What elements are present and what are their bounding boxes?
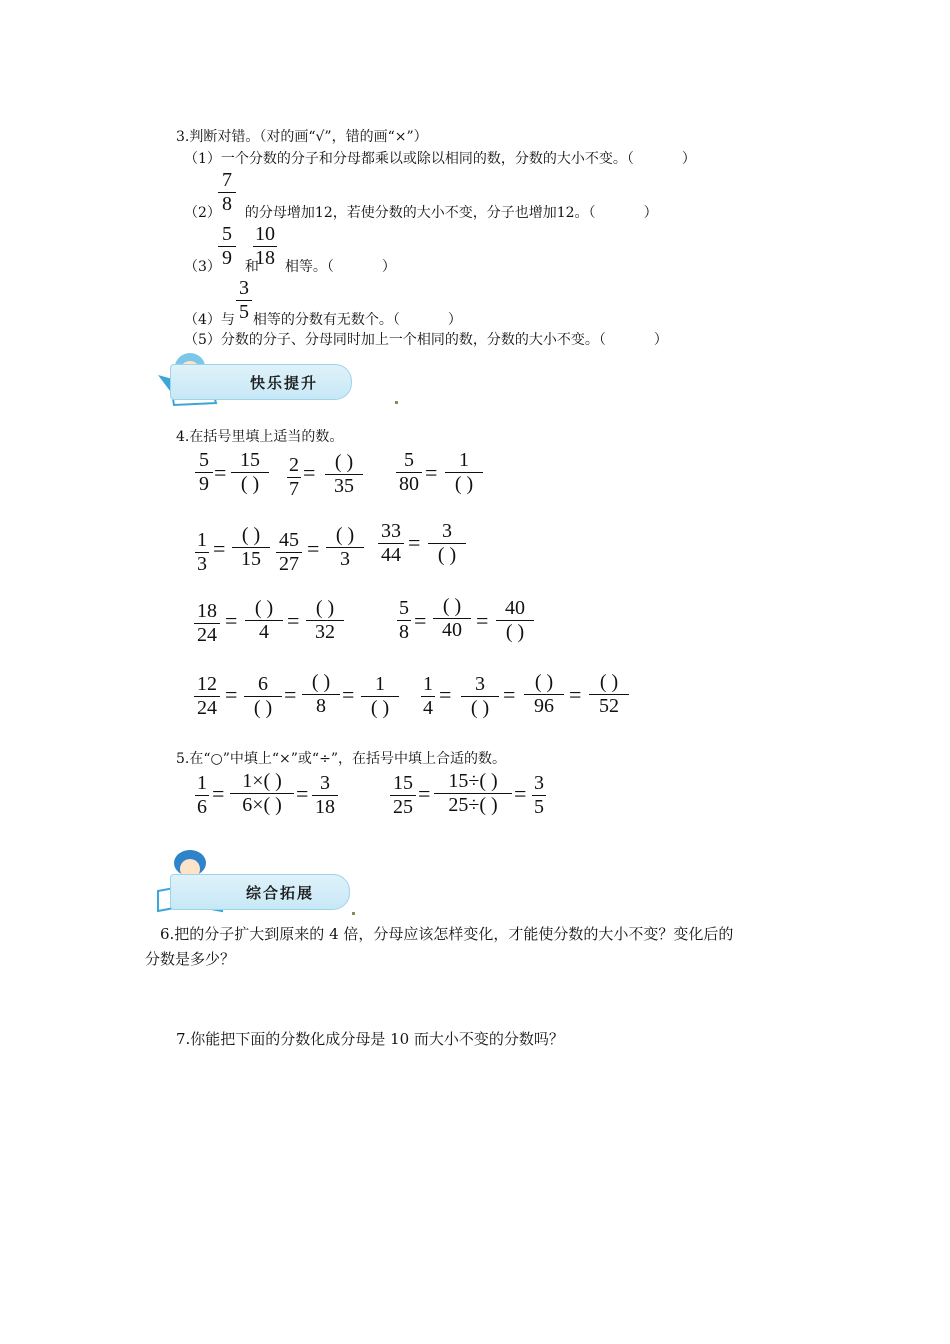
item-number: （1）: [184, 151, 221, 167]
fraction-blank[interactable]: ( ) 35: [325, 452, 363, 497]
q3-item-5: （5）分数的分子、分母同时加上一个相同的数，分数的大小不变。（ ）: [184, 332, 668, 348]
item-text: 一个分数的分子和分母都乘以或除以相同的数，分数的大小不变。（: [220, 151, 634, 167]
fraction-blank[interactable]: ( ) 52: [589, 672, 629, 717]
fraction-blank[interactable]: 6 ( ): [244, 674, 282, 719]
q3-item-3: （3） 和 相等。（ ）: [184, 259, 396, 275]
fraction-blank[interactable]: ( ) 32: [306, 598, 344, 643]
fraction-blank[interactable]: 15 ( ): [231, 450, 269, 495]
fraction-blank[interactable]: ( ) 8: [302, 672, 340, 717]
fraction: 3 18: [312, 773, 338, 818]
q3-title: 3.判断对错。（对的画“√”，错的画“×”）: [176, 129, 428, 145]
fraction-3-5: 3 5: [236, 278, 252, 323]
q3-item-4: （4）与 相等的分数有无数个。（ ）: [184, 312, 462, 328]
fraction: 5 80: [396, 450, 422, 495]
fraction: 12 24: [194, 674, 220, 719]
fraction-blank[interactable]: 1 ( ): [445, 450, 483, 495]
fraction: 1 4: [423, 673, 433, 719]
fraction-blank[interactable]: 3 ( ): [461, 674, 499, 719]
fraction: 2 7: [289, 454, 299, 500]
fraction: 1 6: [197, 772, 207, 818]
fraction-blank[interactable]: ( ) 40: [433, 596, 471, 641]
q6-line-2: 分数是多少？: [145, 950, 236, 968]
banner-title: 快乐提升: [250, 374, 319, 392]
q3-item-1: （1）一个分数的分子和分母都乘以或除以相同的数，分数的大小不变。（ ）: [184, 151, 696, 167]
fraction-blank[interactable]: ( ) 3: [326, 525, 364, 570]
fraction-blank[interactable]: 1 ( ): [361, 674, 399, 719]
fraction: 45 27: [276, 530, 302, 575]
q7-title: 7.你能把下面的分数化成分母是 10 而大小不变的分数吗？: [176, 1030, 564, 1048]
fraction-blank[interactable]: 3 ( ): [428, 521, 466, 566]
fraction: 5 8: [399, 597, 409, 643]
fraction: 15 25: [390, 773, 416, 818]
fraction: 3 5: [534, 772, 544, 818]
banner-title: 综合拓展: [246, 884, 315, 902]
fraction-blank[interactable]: ( ) 15: [232, 525, 270, 570]
q6-line-1: 6.把的分子扩大到原来的 4 倍，分母应该怎样变化，才能使分数的大小不变？变化后的: [160, 925, 734, 943]
q3-item-2: （2） 的分母增加12，若使分数的大小不变，分子也增加12。（ ）: [184, 205, 658, 221]
fraction-blank[interactable]: 15÷( ) 25÷( ): [434, 771, 512, 816]
fraction: 5 9: [195, 450, 213, 495]
fraction-blank[interactable]: ( ) 4: [245, 598, 283, 643]
fraction-7-8: 7 8: [218, 170, 236, 215]
fraction: 33 44: [378, 521, 404, 566]
fraction-10-18: 10 18: [255, 223, 275, 269]
fraction-blank[interactable]: 1×( ) 6×( ): [230, 771, 294, 816]
fraction-blank[interactable]: ( ) 96: [524, 672, 564, 717]
fraction-blank[interactable]: 40 ( ): [496, 598, 534, 643]
fraction: 1 3: [197, 529, 207, 575]
q4-title: 4.在括号里填上适当的数。: [176, 429, 344, 445]
fraction: 18 24: [194, 601, 220, 646]
fraction-5-9: 5 9: [218, 224, 236, 269]
q5-title: 5.在“○”中填上“×”或“÷”，在括号中填上合适的数。: [176, 751, 506, 767]
